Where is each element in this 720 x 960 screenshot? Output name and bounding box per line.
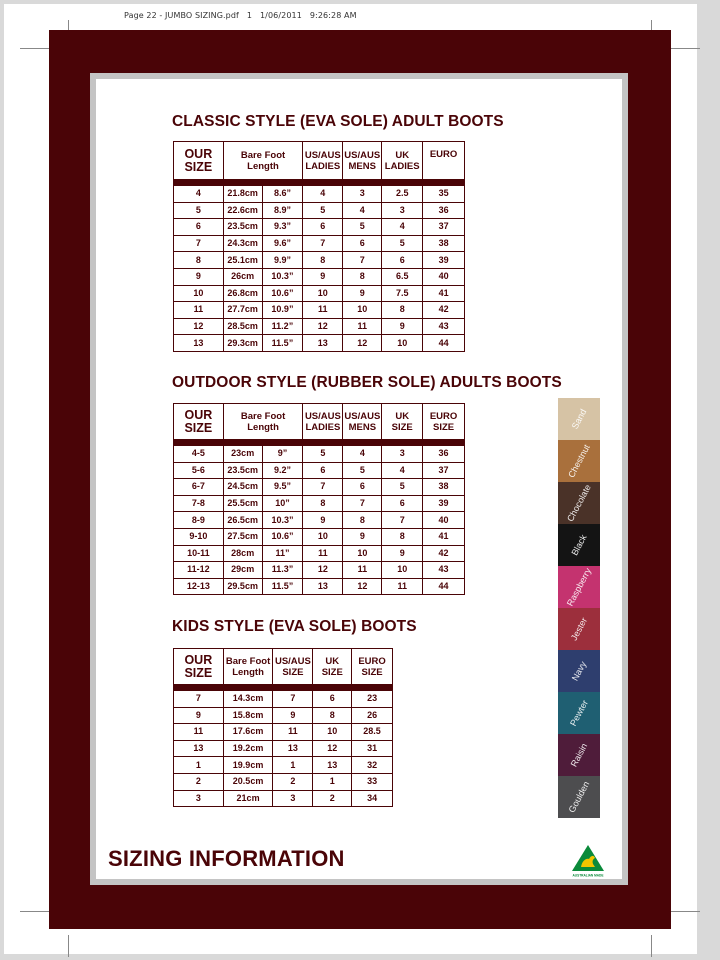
table-cell: 9 [303, 512, 343, 529]
table-cell: 10-11 [174, 545, 224, 562]
table-cell: 4 [303, 186, 343, 203]
table-row [174, 219, 465, 236]
table-cell: 23.5cm [223, 462, 262, 479]
color-swatch-navy [558, 650, 600, 692]
table-row [174, 562, 465, 579]
swatch-label: Jester [568, 615, 590, 643]
table-cell: 7 [382, 512, 423, 529]
table-row [174, 446, 465, 463]
table-cell: 9.6” [262, 235, 303, 252]
table-row [174, 773, 393, 790]
table-cell: 5 [382, 479, 423, 496]
table-cell: 6-7 [174, 479, 224, 496]
table-cell: 25.5cm [223, 495, 262, 512]
classic-size-table [173, 141, 465, 352]
table-cell: 3 [343, 186, 382, 203]
swatch-label: Chestnut [566, 442, 592, 480]
table-cell: 5 [303, 446, 343, 463]
header-uk-size: UK SIZE [313, 649, 352, 685]
table-cell: 40 [423, 268, 465, 285]
table-cell: 12 [343, 335, 382, 352]
table-cell: 11” [262, 545, 303, 562]
table-cell: 6.5 [382, 268, 423, 285]
table-cell: 3 [273, 790, 313, 807]
table-cell: 4 [343, 202, 382, 219]
table-cell: 9.3” [262, 219, 303, 236]
swatch-label: Black [569, 532, 589, 558]
table-cell: 13 [303, 335, 343, 352]
table-cell: 26cm [223, 268, 262, 285]
table-row [174, 202, 465, 219]
table-cell: 8 [382, 528, 423, 545]
table-row [174, 512, 465, 529]
table-cell: 11 [174, 724, 224, 741]
table-cell: 28.5 [352, 724, 393, 741]
crop-mark [651, 935, 652, 957]
table-cell: 8-9 [174, 512, 224, 529]
table-cell: 24.3cm [223, 235, 262, 252]
table-cell: 11.2” [262, 318, 303, 335]
table-cell: 7 [303, 235, 343, 252]
color-swatch-black [558, 524, 600, 566]
table-cell: 12 [313, 740, 352, 757]
table-cell: 6 [343, 479, 382, 496]
table-cell: 37 [423, 462, 465, 479]
pdf-header: Page 22 - JUMBO SIZING.pdf 1 1/06/2011 9:26:28 AM [124, 11, 357, 20]
color-swatch-raisin [558, 734, 600, 776]
table-cell: 9 [343, 285, 382, 302]
table-cell: 41 [423, 285, 465, 302]
table-cell: 5 [303, 202, 343, 219]
table-cell: 41 [423, 528, 465, 545]
table-cell: 8 [303, 252, 343, 269]
table-row [174, 302, 465, 319]
table-cell: 8.9” [262, 202, 303, 219]
table-cell: 42 [423, 545, 465, 562]
table-cell: 10 [382, 335, 423, 352]
table-cell: 26.5cm [223, 512, 262, 529]
table-cell: 10 [382, 562, 423, 579]
table-cell: 9 [273, 707, 313, 724]
table-cell: 6 [382, 252, 423, 269]
table-cell: 38 [423, 235, 465, 252]
header-bare-foot: Bare Foot Length [223, 649, 273, 685]
table-cell: 6 [174, 219, 224, 236]
table-cell: 43 [423, 318, 465, 335]
table-cell: 23cm [223, 446, 262, 463]
table-row [174, 707, 393, 724]
swatch-label: Raspberry [564, 566, 594, 608]
table-cell: 7-8 [174, 495, 224, 512]
table-cell: 9 [343, 528, 382, 545]
table-cell: 5-6 [174, 462, 224, 479]
table-cell: 12 [343, 578, 382, 595]
sizing-information-title: SIZING INFORMATION [108, 846, 345, 871]
table-cell: 9 [382, 545, 423, 562]
color-swatch-chestnut [558, 440, 600, 482]
table-cell: 23 [352, 691, 393, 708]
table-row [174, 479, 465, 496]
australian-made-logo-icon [569, 843, 607, 879]
table-cell: 2.5 [382, 186, 423, 203]
table-cell: 10 [343, 545, 382, 562]
table-cell: 7 [303, 479, 343, 496]
table-cell: 5 [343, 219, 382, 236]
table-cell: 43 [423, 562, 465, 579]
table-cell: 5 [343, 462, 382, 479]
table-row [174, 268, 465, 285]
table-cell: 11 [382, 578, 423, 595]
table-cell: 10 [303, 285, 343, 302]
table-cell: 6 [303, 219, 343, 236]
table-cell: 19.2cm [223, 740, 273, 757]
swatch-label: Chocolate [565, 482, 593, 524]
table-row [174, 252, 465, 269]
table-cell: 10.6” [262, 528, 303, 545]
table-cell: 10” [262, 495, 303, 512]
table-cell: 26.8cm [223, 285, 262, 302]
kids-title: KIDS STYLE (EVA SOLE) BOOTS [172, 618, 417, 635]
table-cell: 7 [273, 691, 313, 708]
table-cell: 2 [174, 773, 224, 790]
table-cell: 8 [303, 495, 343, 512]
table-cell: 14.3cm [223, 691, 273, 708]
table-cell: 13 [303, 578, 343, 595]
table-cell: 9 [303, 268, 343, 285]
color-swatch-goulden [558, 776, 600, 818]
table-row [174, 545, 465, 562]
table-cell: 34 [352, 790, 393, 807]
table-cell: 10 [174, 285, 224, 302]
table-cell: 8 [343, 268, 382, 285]
table-cell: 26 [352, 707, 393, 724]
table-cell: 12 [303, 318, 343, 335]
kids-size-table [173, 648, 393, 807]
swatch-label: Pewter [568, 698, 590, 728]
table-cell: 11 [343, 562, 382, 579]
table-cell: 11.5” [262, 335, 303, 352]
table-cell: 17.6cm [223, 724, 273, 741]
table-cell: 1 [273, 757, 313, 774]
table-cell: 22.6cm [223, 202, 262, 219]
table-cell: 11 [303, 302, 343, 319]
table-cell: 44 [423, 335, 465, 352]
table-cell: 4 [382, 462, 423, 479]
table-cell: 10 [313, 724, 352, 741]
color-swatch-column [558, 398, 600, 818]
table-cell: 9-10 [174, 528, 224, 545]
table-cell: 3 [382, 202, 423, 219]
table-cell: 21cm [223, 790, 273, 807]
table-cell: 27.7cm [223, 302, 262, 319]
table-row [174, 724, 393, 741]
table-cell: 5 [382, 235, 423, 252]
header-us-mens: US/AUS MENS [343, 404, 382, 440]
outdoor-size-table [173, 403, 465, 595]
table-cell: 28cm [223, 545, 262, 562]
table-cell: 8.6” [262, 186, 303, 203]
table-row [174, 335, 465, 352]
table-cell: 6 [303, 462, 343, 479]
table-cell: 10.3” [262, 268, 303, 285]
table-cell: 29.5cm [223, 578, 262, 595]
table-cell: 20.5cm [223, 773, 273, 790]
table-cell: 39 [423, 252, 465, 269]
table-cell: 13 [174, 335, 224, 352]
table-cell: 15.8cm [223, 707, 273, 724]
table-cell: 29cm [223, 562, 262, 579]
table-cell: 39 [423, 495, 465, 512]
table-cell: 6 [343, 235, 382, 252]
table-cell: 11-12 [174, 562, 224, 579]
table-cell: 8 [382, 302, 423, 319]
table-cell: 8 [174, 252, 224, 269]
table-cell: 9.5” [262, 479, 303, 496]
color-swatch-jester [558, 608, 600, 650]
table-cell: 7 [174, 235, 224, 252]
table-cell: 23.5cm [223, 219, 262, 236]
header-euro-size: EURO SIZE [423, 404, 465, 440]
header-us-size: US/AUS SIZE [273, 649, 313, 685]
table-cell: 1 [313, 773, 352, 790]
table-row [174, 528, 465, 545]
table-cell: 11 [303, 545, 343, 562]
table-cell: 9 [174, 707, 224, 724]
swatch-label: Navy [569, 659, 589, 683]
table-cell: 12-13 [174, 578, 224, 595]
table-cell: 2 [313, 790, 352, 807]
color-swatch-raspberry [558, 566, 600, 608]
table-cell: 3 [174, 790, 224, 807]
table-cell: 25.1cm [223, 252, 262, 269]
table-row [174, 285, 465, 302]
header-us-ladies: US/AUS LADIES [303, 404, 343, 440]
swatch-label: Goulden [566, 779, 592, 815]
table-cell: 4 [382, 219, 423, 236]
table-row [174, 757, 393, 774]
table-cell: 37 [423, 219, 465, 236]
table-cell: 12 [174, 318, 224, 335]
table-cell: 44 [423, 578, 465, 595]
table-cell: 33 [352, 773, 393, 790]
table-row [174, 691, 393, 708]
swatch-label: Sand [569, 407, 589, 431]
table-cell: 7 [174, 691, 224, 708]
table-cell: 3 [382, 446, 423, 463]
header-our-size: OUR SIZE [174, 649, 224, 685]
color-swatch-sand [558, 398, 600, 440]
header-euro-size: EURO SIZE [352, 649, 393, 685]
table-cell: 10.9” [262, 302, 303, 319]
table-cell: 13 [313, 757, 352, 774]
table-cell: 7 [343, 495, 382, 512]
table-cell: 11 [343, 318, 382, 335]
table-cell: 9.2” [262, 462, 303, 479]
header-our-size: OUR SIZE [174, 142, 224, 180]
table-cell: 24.5cm [223, 479, 262, 496]
table-cell: 10 [303, 528, 343, 545]
color-swatch-chocolate [558, 482, 600, 524]
table-cell: 38 [423, 479, 465, 496]
header-us-mens: US/AUS MENS [343, 142, 382, 180]
table-cell: 2 [273, 773, 313, 790]
header-bare-foot: Bare Foot Length [223, 142, 303, 180]
table-cell: 4 [343, 446, 382, 463]
table-cell: 10 [343, 302, 382, 319]
table-cell: 10.6” [262, 285, 303, 302]
header-euro: EURO [423, 142, 465, 180]
table-cell: 36 [423, 446, 465, 463]
table-cell: 13 [174, 740, 224, 757]
header-uk-ladies: UK LADIES [382, 142, 423, 180]
table-row [174, 578, 465, 595]
table-cell: 19.9cm [223, 757, 273, 774]
table-cell: 9 [174, 268, 224, 285]
table-cell: 32 [352, 757, 393, 774]
table-cell: 4-5 [174, 446, 224, 463]
table-row [174, 740, 393, 757]
table-cell: 5 [174, 202, 224, 219]
table-cell: 8 [313, 707, 352, 724]
table-cell: 40 [423, 512, 465, 529]
table-row [174, 462, 465, 479]
table-cell: 35 [423, 186, 465, 203]
table-row [174, 790, 393, 807]
table-row [174, 186, 465, 203]
table-cell: 1 [174, 757, 224, 774]
table-cell: 7.5 [382, 285, 423, 302]
table-cell: 9” [262, 446, 303, 463]
table-cell: 12 [303, 562, 343, 579]
table-cell: 36 [423, 202, 465, 219]
classic-title: CLASSIC STYLE (EVA SOLE) ADULT BOOTS [172, 113, 504, 130]
logo-caption: AUSTRALIAN MADE [572, 873, 604, 878]
header-us-ladies: US/AUS LADIES [303, 142, 343, 180]
table-cell: 9.9” [262, 252, 303, 269]
table-cell: 11 [273, 724, 313, 741]
table-cell: 10.3” [262, 512, 303, 529]
outdoor-title: OUTDOOR STYLE (RUBBER SOLE) ADULTS BOOTS [172, 374, 562, 391]
table-row [174, 495, 465, 512]
table-cell: 11.5” [262, 578, 303, 595]
swatch-label: Raisin [568, 741, 590, 769]
table-cell: 7 [343, 252, 382, 269]
table-cell: 11.3” [262, 562, 303, 579]
table-cell: 11 [174, 302, 224, 319]
header-our-size: OUR SIZE [174, 404, 224, 440]
crop-mark [68, 935, 69, 957]
table-cell: 21.8cm [223, 186, 262, 203]
table-cell: 6 [382, 495, 423, 512]
table-cell: 8 [343, 512, 382, 529]
table-cell: 13 [273, 740, 313, 757]
color-swatch-pewter [558, 692, 600, 734]
table-cell: 42 [423, 302, 465, 319]
table-cell: 28.5cm [223, 318, 262, 335]
table-row [174, 235, 465, 252]
header-bare-foot: Bare Foot Length [223, 404, 303, 440]
table-cell: 29.3cm [223, 335, 262, 352]
table-cell: 31 [352, 740, 393, 757]
table-cell: 9 [382, 318, 423, 335]
table-cell: 27.5cm [223, 528, 262, 545]
table-cell: 6 [313, 691, 352, 708]
header-uk-size: UK SIZE [382, 404, 423, 440]
table-row [174, 318, 465, 335]
table-cell: 4 [174, 186, 224, 203]
